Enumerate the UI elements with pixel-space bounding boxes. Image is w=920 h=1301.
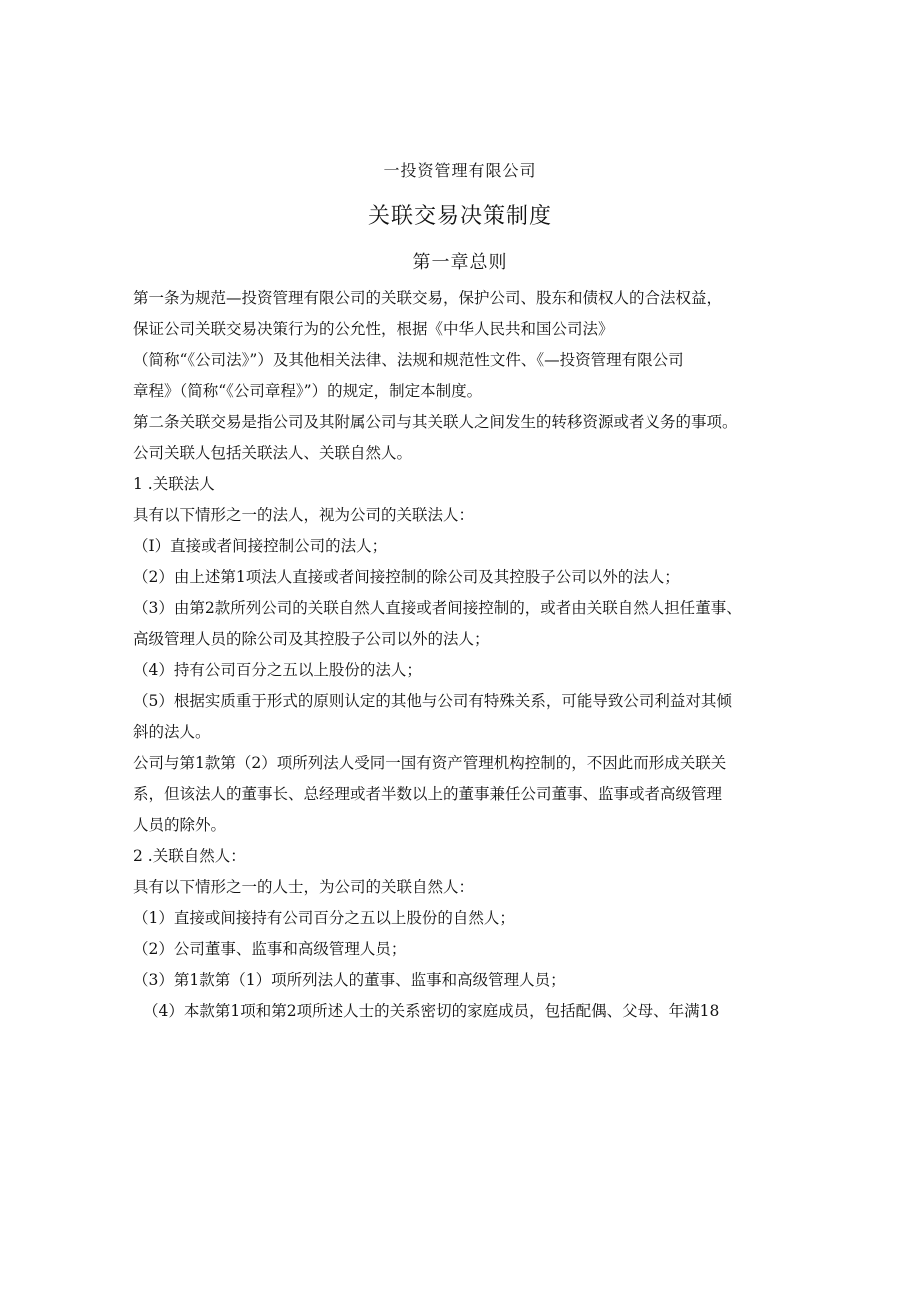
list-item: （4）持有公司百分之五以上股份的法人；: [133, 661, 422, 679]
paragraph-line: 系，但该法人的董事长、总经理或者半数以上的董事兼任公司董事、监事或者高级管理: [133, 785, 723, 803]
list-item: （2）公司董事、监事和高级管理人员；: [133, 940, 407, 958]
paragraph-line: 章程》（简称“《公司章程》”）的规定，制定本制度。: [133, 382, 483, 400]
paragraph-line: 斜的法人。: [133, 723, 211, 741]
company-name: 一投资管理有限公司: [383, 161, 537, 180]
paragraph-line: 人员的除外。: [133, 816, 227, 834]
paragraph-line: 保证公司关联交易决策行为的公允性，根据《中华人民共和国公司法》: [133, 320, 614, 338]
list-item: （I）直接或者间接控制公司的法人；: [133, 537, 388, 555]
paragraph-line: 具有以下情形之一的人士，为公司的关联自然人：: [133, 878, 475, 896]
list-item: （2）由上述第1项法人直接或者间接控制的除公司及其控股子公司以外的法人；: [133, 568, 680, 586]
paragraph-line: 具有以下情形之一的法人，视为公司的关联法人：: [133, 506, 475, 524]
list-item: （3）由第2款所列公司的关联自然人直接或者间接控制的，或者由关联自然人担任董事、: [133, 599, 742, 617]
document-title: 关联交易决策制度: [367, 204, 552, 229]
paragraph-line: （简称“《公司法》”）及其他相关法律、法规和规范性文件、《—投资管理有限公司: [133, 351, 684, 369]
section-heading: 2 .关联自然人：: [133, 847, 246, 865]
paragraph-line: 公司与第1款第（2）项所列法人受同一国有资产管理机构控制的，不因此而形成关联关: [133, 754, 727, 772]
list-item: （5）根据实质重于形式的原则认定的其他与公司有特殊关系，可能导致公司利益对其倾: [133, 692, 732, 710]
chapter-heading: 第一章总则: [412, 252, 508, 273]
paragraph-line: 公司关联人包括关联法人、关联自然人。: [133, 444, 413, 462]
section-heading: 1 .关联法人: [133, 475, 215, 493]
list-item: （4）本款第1项和第2项所述人士的关系密切的家庭成员，包括配偶、父母、年满18: [143, 1002, 720, 1020]
paragraph-line: 第二条关联交易是指公司及其附属公司与其关联人之间发生的转移资源或者义务的事项。: [133, 413, 738, 431]
body-text: [133, 283, 803, 1027]
paragraph-line: 第一条为规范—投资管理有限公司的关联交易，保护公司、股东和债权人的合法权益，: [133, 289, 723, 307]
list-item: （1）直接或间接持有公司百分之五以上股份的自然人；: [133, 909, 515, 927]
list-item: （3）第1款第（1）项所列法人的董事、监事和高级管理人员；: [133, 971, 566, 989]
paragraph-line: 高级管理人员的除公司及其控股子公司以外的法人；: [133, 630, 490, 648]
